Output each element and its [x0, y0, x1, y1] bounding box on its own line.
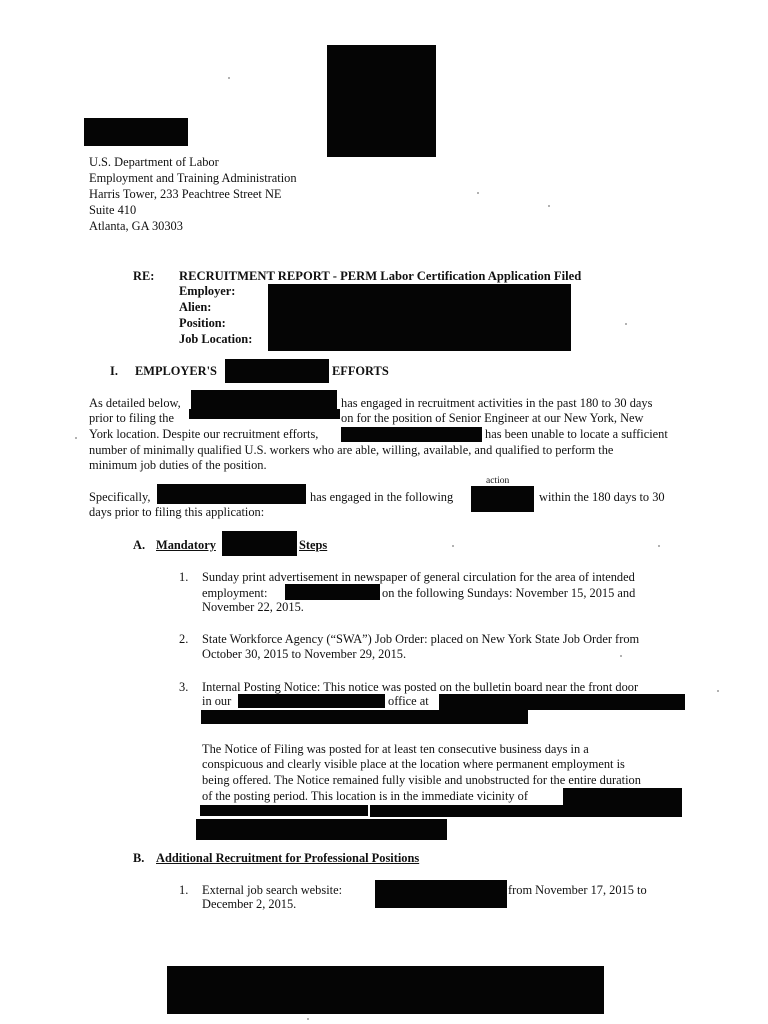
text-line: employment:: [202, 586, 268, 600]
scan-speck: [75, 437, 77, 439]
redacted-location-3: [370, 805, 682, 817]
text-line: minimum job duties of the position.: [89, 458, 267, 472]
text-line: The Notice of Filing was posted for at least ten consecutive business days in a: [202, 742, 589, 756]
address-line: Harris Tower, 233 Peachtree Street NE: [89, 187, 282, 201]
scan-speck: [477, 192, 479, 194]
text-line: Internal Posting Notice: This notice was posted on the bulletin board near the front door: [202, 680, 639, 694]
list-number: 2.: [179, 632, 189, 646]
text-line: December 2, 2015.: [202, 897, 297, 911]
subsection-title-post: Steps: [299, 538, 328, 552]
redacted-office-address: [439, 694, 685, 710]
redacted-re-details: [268, 284, 571, 351]
redacted-footer: [167, 966, 604, 1014]
scan-speck: [452, 545, 454, 547]
scan-speck: [658, 545, 660, 547]
text-line: on for the position of Senior Engineer at our New York, New: [341, 411, 644, 425]
scan-speck: [228, 77, 230, 79]
text-line: External job search website:: [202, 883, 343, 897]
text-line: October 30, 2015 to November 29, 2015.: [202, 647, 407, 661]
list-number: 1.: [179, 570, 189, 584]
text-line: York location. Despite our recruitment efforts,: [89, 427, 319, 441]
redacted-logo: [327, 45, 436, 157]
text-line: November 22, 2015.: [202, 600, 304, 614]
text-line: has been unable to locate a sufficient: [485, 427, 668, 441]
redacted-heading-word: [222, 531, 297, 556]
redacted-location-4: [196, 819, 447, 840]
text-line: Sunday print advertisement in newspaper of general circulation for the area of intended: [202, 570, 635, 584]
text-line: prior to filing the: [89, 411, 174, 425]
text-line: conspicuous and clearly visible place at the location where permanent employment is: [202, 757, 625, 771]
text-line: within the 180 days to 30: [539, 490, 665, 504]
text-line: has engaged in recruitment activities in the past 180 to 30 days: [341, 396, 653, 410]
redacted-newspaper-name: [285, 584, 380, 600]
redacted-employer-name: [341, 427, 482, 442]
re-label: RE:: [133, 269, 155, 283]
scan-speck: [307, 1018, 309, 1020]
text-line: Specifically,: [89, 490, 151, 504]
annotation-note: action: [486, 476, 510, 486]
address-line: Atlanta, GA 30303: [89, 219, 183, 233]
address-line: U.S. Department of Labor: [89, 155, 219, 169]
address-line: Suite 410: [89, 203, 137, 217]
re-employer-label: Employer:: [179, 284, 236, 298]
redacted-employer-name: [157, 484, 306, 504]
redacted-location: [563, 788, 682, 806]
re-title: RECRUITMENT REPORT - PERM Labor Certification Application Filed: [179, 269, 582, 283]
text-line: As detailed below,: [89, 396, 181, 410]
section-title-pre: EMPLOYER'S: [135, 364, 217, 378]
redacted-location-2: [200, 805, 368, 816]
subsection-title: Additional Recruitment for Professional Positions: [156, 851, 420, 865]
scan-speck: [625, 323, 627, 325]
section-number: I.: [110, 364, 118, 378]
list-number: 1.: [179, 883, 189, 897]
scan-speck: [717, 690, 719, 692]
text-line: on the following Sundays: November 15, 2015 and: [382, 586, 636, 600]
redacted-website-name: [375, 880, 507, 908]
list-number: 3.: [179, 680, 189, 694]
redacted-date: [84, 118, 188, 146]
subsection-title-pre: Mandatory: [156, 538, 216, 552]
redacted-word: [471, 486, 534, 512]
redacted-heading-word: [225, 359, 329, 383]
re-job-location-label: Job Location:: [179, 332, 253, 346]
address-line: Employment and Training Administration: [89, 171, 297, 185]
text-line: has engaged in the following: [310, 490, 454, 504]
subsection-label: B.: [133, 851, 145, 865]
text-line: office at: [388, 694, 429, 708]
section-title-post: EFFORTS: [332, 364, 389, 378]
subsection-label: A.: [133, 538, 146, 552]
redacted-office-name: [238, 694, 385, 708]
re-alien-label: Alien:: [179, 300, 212, 314]
scan-speck: [620, 655, 622, 657]
text-line: being offered. The Notice remained fully visible and unobstructed for the entire duration: [202, 773, 641, 787]
text-line: number of minimally qualified U.S. workers who are able, willing, available, and qualified to perform the: [89, 443, 614, 457]
text-line: of the posting period. This location is in the immediate vicinity of: [202, 789, 529, 803]
text-line: in our: [202, 694, 232, 708]
redacted-office-address-2: [201, 710, 528, 724]
scan-speck: [548, 205, 550, 207]
redacted-phrase: [189, 409, 340, 419]
re-position-label: Position:: [179, 316, 226, 330]
text-line: from November 17, 2015 to: [508, 883, 647, 897]
text-line: days prior to filing this application:: [89, 505, 265, 519]
text-line: State Workforce Agency (“SWA”) Job Order: placed on New York State Job Order from: [202, 632, 640, 646]
